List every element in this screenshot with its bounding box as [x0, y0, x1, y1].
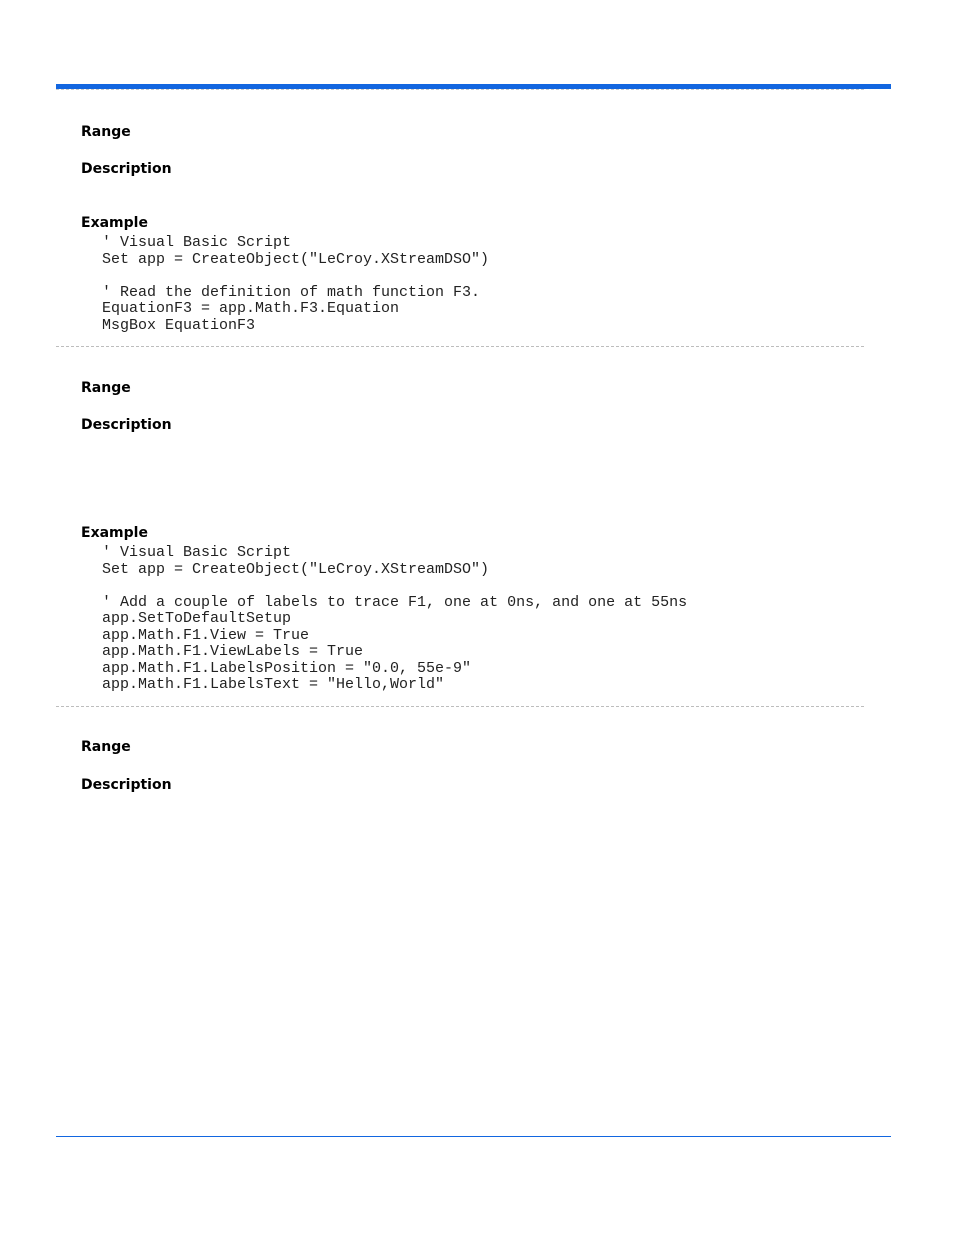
section-2-code-example: ' Visual Basic Script Set app = CreateObject("LeCroy.XStreamDSO") ' Add a couple of labels to trace F1, one at 0ns, and one at 55ns app.SetToDefaultSetup app.Math.F1.View = True app.Math.F1.ViewLabels = True app.Math.F1.LabelsPosition = "0.0, 55e-9" app.Math.F1.LabelsText = "Hello,World" [102, 544, 688, 693]
header-dashed-rule [56, 89, 864, 90]
section-1-range-heading: Range [81, 124, 131, 140]
section-2-range-heading: Range [81, 380, 131, 396]
section-3-description-heading: Description [81, 777, 172, 793]
section-1-example-heading: Example [81, 215, 148, 231]
section-1-description-heading: Description [81, 161, 172, 177]
section-2-description-heading: Description [81, 417, 172, 433]
section-1-code-example: ' Visual Basic Script Set app = CreateObject("LeCroy.XStreamDSO") ' Read the definition of math function F3. EquationF3 = app.Math.F3.Equation MsgBox EquationF3 [102, 234, 490, 334]
section-2-separator [56, 706, 864, 707]
section-2-example-heading: Example [81, 525, 148, 541]
section-1-separator [56, 346, 864, 347]
footer-rule [56, 1136, 891, 1137]
section-3-range-heading: Range [81, 739, 131, 755]
